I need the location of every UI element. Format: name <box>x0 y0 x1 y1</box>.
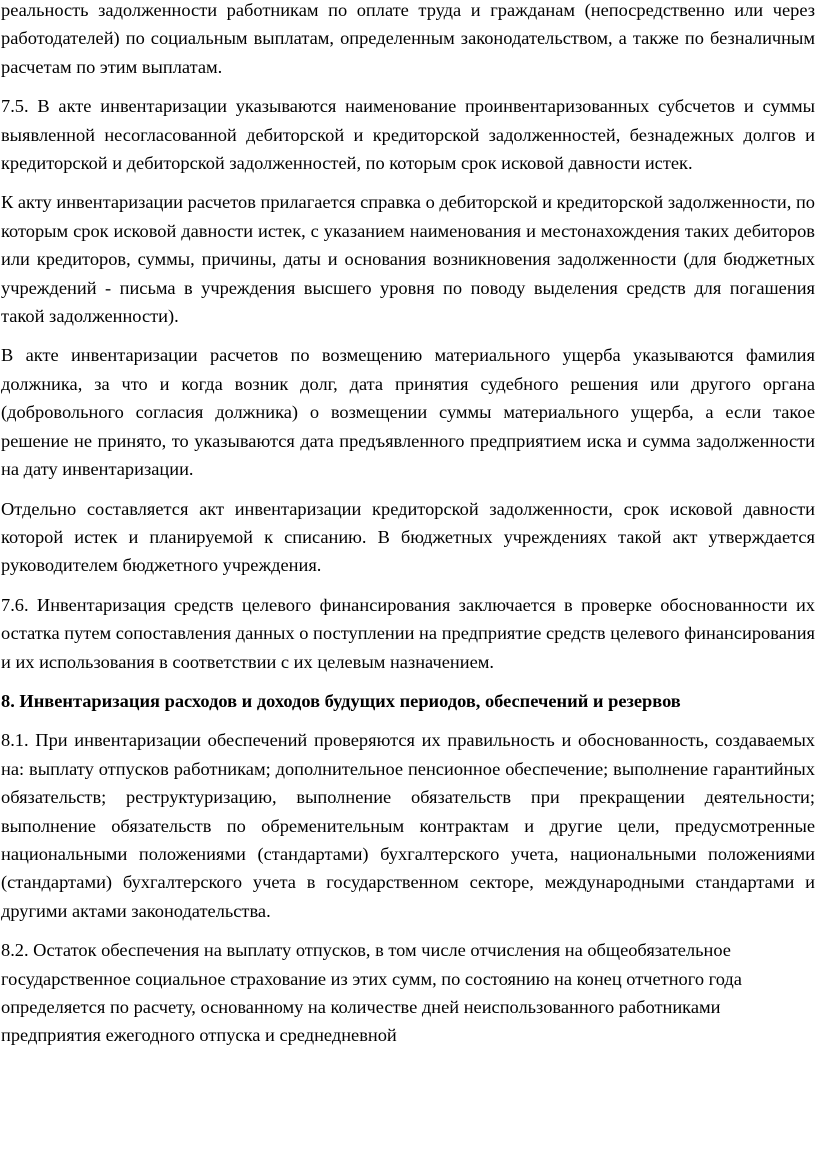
paragraph-material-damage: В акте инвентаризации расчетов по возмещению материального ущерба указываются фамилия должника, за что и когда возник долг, дата принятия судебного решения или другого органа (добровольного согласия должника) о возмещении суммы материального ущерба, а если такое решение не принято, то указываются дата предъявленного предприятием иска и сумма задолженности на дату инвентаризации. <box>1 345 815 480</box>
paragraph-7-5: 7.5. В акте инвентаризации указываются наименование проинвентаризованных субсчетов и суммы выявленной несогласованной дебиторской и кредиторской задолженностей, безнадежных долгов и кредиторской и дебиторской задолженностей, по которым срок исковой давности истек. <box>1 96 815 174</box>
paragraph-separate-act: Отдельно составляется акт инвентаризации кредиторской задолженности, срок исковой давности которой истек и планируемой к списанию. В бюджетных учреждениях такой акт утверждается руководителем бюджетного учреждения. <box>1 498 815 576</box>
paragraph-7-6: 7.6. Инвентаризация средств целевого финансирования заключается в проверке обоснованности их остатка путем сопоставления данных о поступлении на предприятие средств целевого финансирования и их использования в соответствии с их целевым назначением. <box>1 594 815 672</box>
section-heading-8: 8. Инвентаризация расходов и доходов будущих периодов, обеспечений и резервов <box>1 690 681 711</box>
paragraph-intro: реальность задолженности работникам по оплате труда и гражданам (непосредственно или через работодателей) по социальным выплатам, определенным законодательством, а также по безналичным расчетам по этим выплатам. <box>1 0 815 77</box>
paragraph-8-2: 8.2. Остаток обеспечения на выплату отпусков, в том числе отчисления на общеобязательное государственное социальное страхование из этих сумм, по состоянию на конец отчетного года определяется по расчету, основанному на количестве дней неиспользованного работниками предприятия ежегодного отпуска и среднедневной <box>1 940 742 1046</box>
paragraph-certificate: К акту инвентаризации расчетов прилагается справка о дебиторской и кредиторской задолженности, по которым срок исковой давности истек, с указанием наименования и местонахождения таких дебиторов или кредиторов, суммы, причины, даты и основания возникновения задолженности (для бюджетных учреждений - письма в учреждения высшего уровня по поводу выделения средств для погашения такой задолженности). <box>1 192 815 327</box>
paragraph-8-1: 8.1. При инвентаризации обеспечений проверяются их правильность и обоснованность, создаваемых на: выплату отпусков работникам; дополнительное пенсионное обеспечение; выполнение гарантийных обязательств; реструктуризацию, выполнение обязательств при прекращении деятельности; выполнение обязательств по обременительным контрактам и другие цели, предусмотренные национальными положениями (стандартами) бухгалтерского учета, национальными положениями (стандартами) бухгалтерского учета в государственном секторе, международными стандартами и другими актами законодательства. <box>1 730 815 921</box>
